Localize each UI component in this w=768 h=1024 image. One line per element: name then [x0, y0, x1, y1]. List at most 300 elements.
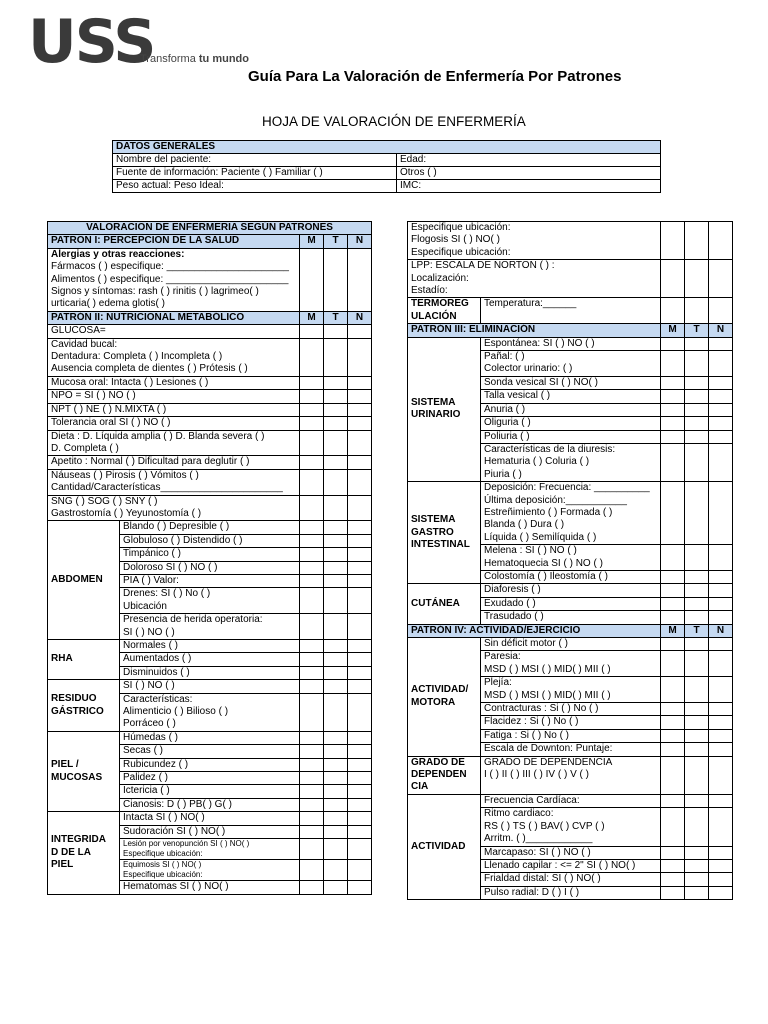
- mtn-cell[interactable]: [661, 597, 685, 610]
- mtn-cell[interactable]: [685, 482, 709, 545]
- mtn-cell[interactable]: [685, 886, 709, 899]
- mtn-cell[interactable]: [348, 881, 372, 894]
- mtn-cell[interactable]: [709, 677, 733, 703]
- mtn-cell[interactable]: [300, 745, 324, 758]
- mtn-cell[interactable]: [709, 390, 733, 403]
- mtn-cell[interactable]: [709, 638, 733, 651]
- patron3-item[interactable]: Colostomía ( ) Ileostomía ( ): [481, 570, 661, 583]
- mtn-cell[interactable]: [709, 794, 733, 807]
- patron2-item[interactable]: Aumentados ( ): [120, 653, 300, 666]
- mtn-cell[interactable]: [348, 403, 372, 416]
- mtn-cell[interactable]: [661, 886, 685, 899]
- patron3-item[interactable]: Anuria ( ): [481, 403, 661, 416]
- patron3-item[interactable]: Talla vesical ( ): [481, 390, 661, 403]
- mtn-cell[interactable]: [661, 873, 685, 886]
- patron2-item[interactable]: Húmedas ( ): [120, 731, 300, 744]
- patron2-row: [48, 812, 372, 825]
- patron2-item[interactable]: Apetito : Normal ( ) Dificultad para deglutir ( ): [48, 456, 300, 469]
- mtn-cell[interactable]: [685, 756, 709, 794]
- mtn-cell[interactable]: [300, 772, 324, 785]
- mtn-cell[interactable]: [324, 680, 348, 693]
- mtn-cell[interactable]: [348, 338, 372, 376]
- mtn-cell[interactable]: [300, 758, 324, 771]
- mtn-cell[interactable]: [348, 456, 372, 469]
- patron2-item[interactable]: Intacta SI ( ) NO( ): [120, 812, 300, 825]
- mtn-cell[interactable]: [324, 588, 348, 614]
- mtn-cell[interactable]: [324, 693, 348, 731]
- col-t: T: [685, 624, 709, 637]
- mtn-cell[interactable]: [324, 640, 348, 653]
- mtn-cell[interactable]: [661, 390, 685, 403]
- patron3-row: [408, 337, 733, 350]
- mtn-cell[interactable]: [661, 351, 685, 377]
- mtn-cell[interactable]: [661, 584, 685, 597]
- mtn-cell[interactable]: [348, 666, 372, 679]
- mtn-cell[interactable]: [348, 469, 372, 495]
- mtn-cell[interactable]: [685, 222, 709, 260]
- uss-logo: USS: [28, 7, 155, 77]
- mtn-cell[interactable]: [709, 846, 733, 859]
- mtn-cell[interactable]: [348, 588, 372, 614]
- mtn-cell[interactable]: [685, 597, 709, 610]
- mtn-cell[interactable]: [300, 430, 324, 456]
- patron2-item[interactable]: Normales ( ): [120, 640, 300, 653]
- integridad-cont-item[interactable]: Especifique ubicación: Flogosis SI ( ) NO( ) Especifique ubicación:: [408, 222, 661, 260]
- mtn-cell[interactable]: [300, 338, 324, 376]
- mtn-cell[interactable]: [324, 495, 348, 521]
- mtn-cell[interactable]: [300, 666, 324, 679]
- mtn-cell[interactable]: [324, 417, 348, 430]
- mtn-cell[interactable]: [685, 651, 709, 677]
- patron3-item[interactable]: Deposición: Frecuencia: __________ Última deposición:___________ Estreñimiento ( ) Formada ( ) Blanda ( ) Dura ( ) Líquida ( ) Semilíquida ( ): [481, 482, 661, 545]
- mtn-cell[interactable]: [685, 716, 709, 729]
- patron2-item[interactable]: Cavidad bucal: Dentadura: Completa ( ) Incompleta ( ) Ausencia completa de dientes ( ) Prótesis ( ): [48, 338, 300, 376]
- mtn-cell[interactable]: [324, 574, 348, 587]
- mtn-cell[interactable]: [661, 716, 685, 729]
- mtn-cell[interactable]: [661, 443, 685, 481]
- mtn-cell[interactable]: [300, 614, 324, 640]
- patron2-item[interactable]: Hematomas SI ( ) NO( ): [120, 881, 300, 894]
- col-n: N: [709, 324, 733, 337]
- mtn-cell[interactable]: [348, 798, 372, 811]
- datos-generales-table: [112, 140, 661, 193]
- mtn-cell[interactable]: [661, 376, 685, 389]
- mtn-cell[interactable]: [324, 403, 348, 416]
- mtn-cell[interactable]: [661, 298, 685, 324]
- peso-field[interactable]: Peso actual: Peso Ideal:: [113, 180, 397, 193]
- mtn-cell[interactable]: [709, 756, 733, 794]
- mtn-cell[interactable]: [685, 298, 709, 324]
- mtn-cell[interactable]: [300, 548, 324, 561]
- mtn-cell[interactable]: [685, 430, 709, 443]
- mtn-cell[interactable]: [685, 794, 709, 807]
- patron4-item[interactable]: Frialdad distal: SI ( ) NO( ): [481, 873, 661, 886]
- mtn-cell[interactable]: [324, 534, 348, 547]
- mtn-cell[interactable]: [709, 417, 733, 430]
- farmacos-line: Fármacos ( ) especifique: ______________________: [51, 261, 289, 273]
- mtn-cell[interactable]: [709, 611, 733, 624]
- patron2-item[interactable]: Dieta : D. Líquida amplia ( ) D. Blanda severa ( ) D. Completa ( ): [48, 430, 300, 456]
- patron2-item[interactable]: Sudoración SI ( ) NO( ): [120, 825, 300, 838]
- mtn-cell[interactable]: [324, 521, 348, 534]
- mtn-cell[interactable]: [348, 390, 372, 403]
- edad-field[interactable]: Edad:: [397, 154, 661, 167]
- mtn-cell[interactable]: [709, 545, 733, 571]
- patron2-item[interactable]: Rubicundez ( ): [120, 758, 300, 771]
- mtn-cell[interactable]: [709, 376, 733, 389]
- mtn-cell[interactable]: [685, 677, 709, 703]
- patron2-item[interactable]: GLUCOSA=: [48, 325, 300, 338]
- mtn-cell[interactable]: [348, 430, 372, 456]
- mtn-cell[interactable]: [324, 745, 348, 758]
- patron2-item[interactable]: Cianosis: D ( ) PB( ) G( ): [120, 798, 300, 811]
- mtn-cell[interactable]: [348, 248, 372, 311]
- mtn-cell[interactable]: [324, 653, 348, 666]
- patron2-row: [48, 417, 372, 430]
- fuente-informacion-field[interactable]: Fuente de información: Paciente ( ) Familiar ( ): [113, 167, 397, 180]
- patron1-heading: PATRON I: PERCEPCION DE LA SALUD: [48, 235, 300, 248]
- patron4-row: [408, 794, 733, 807]
- mtn-cell[interactable]: [709, 443, 733, 481]
- mtn-cell[interactable]: [685, 403, 709, 416]
- patron3-item[interactable]: Características de la diuresis: Hematuria ( ) Coluria ( ) Piuria ( ): [481, 443, 661, 481]
- mtn-cell[interactable]: [661, 794, 685, 807]
- mtn-cell[interactable]: [300, 376, 324, 389]
- patron4-item[interactable]: Contracturas : Si ( ) No ( ): [481, 703, 661, 716]
- patron2-item[interactable]: Globuloso ( ) Distendido ( ): [120, 534, 300, 547]
- mtn-cell[interactable]: [300, 881, 324, 894]
- mtn-cell[interactable]: [661, 846, 685, 859]
- patron2-group-label: RESIDUO GÁSTRICO: [48, 680, 120, 732]
- mtn-cell[interactable]: [709, 584, 733, 597]
- mtn-cell[interactable]: [348, 860, 372, 881]
- mtn-cell[interactable]: [300, 390, 324, 403]
- mtn-cell[interactable]: [348, 653, 372, 666]
- mtn-cell[interactable]: [709, 859, 733, 872]
- mtn-cell[interactable]: [661, 403, 685, 416]
- mtn-cell[interactable]: [324, 469, 348, 495]
- mtn-cell[interactable]: [300, 693, 324, 731]
- patron1-content[interactable]: [48, 248, 300, 311]
- mtn-cell[interactable]: [661, 611, 685, 624]
- mtn-cell[interactable]: [324, 338, 348, 376]
- patron2-item[interactable]: PIA ( ) Valor:: [120, 574, 300, 587]
- mtn-cell[interactable]: [300, 248, 324, 311]
- patron2-item[interactable]: SNG ( ) SOG ( ) SNY ( ) Gastrostomía ( ) Yeyunostomía ( ): [48, 495, 300, 521]
- mtn-cell[interactable]: [300, 640, 324, 653]
- patron2-heading: PATRÓN II: NUTRICIONAL METABÓLICO: [48, 311, 300, 324]
- mtn-cell[interactable]: [300, 812, 324, 825]
- mtn-cell[interactable]: [348, 574, 372, 587]
- mtn-cell[interactable]: [300, 731, 324, 744]
- mtn-cell[interactable]: [685, 859, 709, 872]
- mtn-cell[interactable]: [348, 839, 372, 860]
- mtn-cell[interactable]: [348, 772, 372, 785]
- mtn-cell[interactable]: [685, 808, 709, 846]
- mtn-cell[interactable]: [348, 693, 372, 731]
- mtn-cell[interactable]: [324, 812, 348, 825]
- mtn-cell[interactable]: [348, 561, 372, 574]
- temperatura-field[interactable]: Temperatura:______: [481, 298, 661, 324]
- mtn-cell[interactable]: [348, 758, 372, 771]
- mtn-cell[interactable]: [324, 666, 348, 679]
- patron4-group-label: ACTIVIDAD: [408, 794, 481, 899]
- mtn-cell[interactable]: [300, 534, 324, 547]
- patron4-item[interactable]: Llenado capilar : <= 2" SI ( ) NO( ): [481, 859, 661, 872]
- mtn-cell[interactable]: [685, 873, 709, 886]
- patron2-item[interactable]: Timpánico ( ): [120, 548, 300, 561]
- mtn-cell[interactable]: [661, 651, 685, 677]
- mtn-cell[interactable]: [685, 638, 709, 651]
- mtn-cell[interactable]: [324, 860, 348, 881]
- mtn-cell[interactable]: [709, 808, 733, 846]
- patron4-item[interactable]: Flacidez : Si ( ) No ( ): [481, 716, 661, 729]
- patron2-item[interactable]: SI ( ) NO ( ): [120, 680, 300, 693]
- col-m: M: [300, 311, 324, 324]
- mtn-cell[interactable]: [685, 376, 709, 389]
- patron2-item[interactable]: Blando ( ) Depresible ( ): [120, 521, 300, 534]
- mtn-cell[interactable]: [685, 417, 709, 430]
- mtn-cell[interactable]: [300, 653, 324, 666]
- mtn-cell[interactable]: [709, 403, 733, 416]
- mtn-cell[interactable]: [709, 597, 733, 610]
- col-t: T: [324, 235, 348, 248]
- mtn-cell[interactable]: [709, 430, 733, 443]
- mtn-cell[interactable]: [661, 859, 685, 872]
- mtn-cell[interactable]: [324, 548, 348, 561]
- mtn-cell[interactable]: [661, 756, 685, 794]
- patron2-item[interactable]: Características: Alimenticio ( ) Bilioso ( ) Porráceo ( ): [120, 693, 300, 731]
- patron2-item[interactable]: Disminuidos ( ): [120, 666, 300, 679]
- mtn-cell[interactable]: [685, 443, 709, 481]
- mtn-cell[interactable]: [661, 638, 685, 651]
- patron3-item[interactable]: Exudado ( ): [481, 597, 661, 610]
- patron4-row: [408, 756, 733, 794]
- mtn-cell[interactable]: [661, 430, 685, 443]
- patron3-item[interactable]: Diaforesis ( ): [481, 584, 661, 597]
- mtn-cell[interactable]: [300, 495, 324, 521]
- mtn-cell[interactable]: [348, 731, 372, 744]
- mtn-cell[interactable]: [300, 798, 324, 811]
- mtn-cell[interactable]: [661, 570, 685, 583]
- patron2-item[interactable]: Ictericia ( ): [120, 785, 300, 798]
- patron4-item[interactable]: Plejía: MSD ( ) MSI ( ) MID( ) MII ( ): [481, 677, 661, 703]
- mtn-cell[interactable]: [300, 325, 324, 338]
- integridad-cont-item[interactable]: LPP: ESCALA DE NORTON ( ) : Localización: Estadío:: [408, 260, 661, 298]
- mtn-cell[interactable]: [348, 614, 372, 640]
- integridad-cont-row: [408, 260, 733, 298]
- mtn-cell[interactable]: [324, 390, 348, 403]
- nombre-paciente-field[interactable]: Nombre del paciente:: [113, 154, 397, 167]
- mtn-cell[interactable]: [300, 469, 324, 495]
- patron2-group-label: ABDOMEN: [48, 521, 120, 640]
- mtn-cell[interactable]: [324, 881, 348, 894]
- mtn-cell[interactable]: [709, 351, 733, 377]
- mtn-cell[interactable]: [685, 260, 709, 298]
- mtn-cell[interactable]: [709, 570, 733, 583]
- mtn-cell[interactable]: [300, 825, 324, 838]
- col-m: M: [661, 324, 685, 337]
- mtn-cell[interactable]: [324, 430, 348, 456]
- patron2-item[interactable]: Lesión por venopunción SI ( ) NO( ) Especifique ubicación:: [120, 839, 300, 860]
- patron4-row: [408, 638, 733, 651]
- mtn-cell[interactable]: [661, 222, 685, 260]
- patron2-row: [48, 325, 372, 338]
- mtn-cell[interactable]: [661, 703, 685, 716]
- termorregulacion-label: TERMOREG ULACIÓN: [408, 298, 481, 324]
- mtn-cell[interactable]: [685, 390, 709, 403]
- mtn-cell[interactable]: [709, 716, 733, 729]
- mtn-cell[interactable]: [709, 260, 733, 298]
- mtn-cell[interactable]: [661, 482, 685, 545]
- mtn-cell[interactable]: [709, 651, 733, 677]
- mtn-cell[interactable]: [709, 743, 733, 756]
- mtn-cell[interactable]: [348, 548, 372, 561]
- mtn-cell[interactable]: [300, 417, 324, 430]
- mtn-cell[interactable]: [300, 680, 324, 693]
- patron3-item[interactable]: Trasudado ( ): [481, 611, 661, 624]
- mtn-cell[interactable]: [661, 729, 685, 742]
- mtn-cell[interactable]: [685, 743, 709, 756]
- patron4-item[interactable]: Escala de Downton: Puntaje:: [481, 743, 661, 756]
- mtn-cell[interactable]: [324, 456, 348, 469]
- patron3-item[interactable]: Pañal: ( ) Colector urinario: ( ): [481, 351, 661, 377]
- mtn-cell[interactable]: [300, 839, 324, 860]
- mtn-cell[interactable]: [709, 873, 733, 886]
- mtn-cell[interactable]: [348, 785, 372, 798]
- alergias-line: Alergias y otras reacciones:: [51, 248, 185, 260]
- mtn-cell[interactable]: [709, 298, 733, 324]
- mtn-cell[interactable]: [348, 812, 372, 825]
- mtn-cell[interactable]: [324, 731, 348, 744]
- mtn-cell[interactable]: [709, 337, 733, 350]
- mtn-cell[interactable]: [324, 798, 348, 811]
- patron2-row: [48, 430, 372, 456]
- mtn-cell[interactable]: [324, 561, 348, 574]
- patron4-item[interactable]: Marcapaso: SI ( ) NO ( ): [481, 846, 661, 859]
- patron2-item[interactable]: Mucosa oral: Intacta ( ) Lesiones ( ): [48, 376, 300, 389]
- mtn-cell[interactable]: [300, 456, 324, 469]
- mtn-cell[interactable]: [348, 534, 372, 547]
- mtn-cell[interactable]: [661, 260, 685, 298]
- mtn-cell[interactable]: [685, 545, 709, 571]
- mtn-cell[interactable]: [685, 703, 709, 716]
- patron3-row: [408, 584, 733, 597]
- patron2-item[interactable]: NPO = SI ( ) NO ( ): [48, 390, 300, 403]
- left-assessment-table: [47, 221, 372, 895]
- patron2-item[interactable]: Secas ( ): [120, 745, 300, 758]
- mtn-cell[interactable]: [300, 561, 324, 574]
- mtn-cell[interactable]: [300, 588, 324, 614]
- right-assessment-table: [407, 221, 733, 900]
- mtn-cell[interactable]: [661, 808, 685, 846]
- patron2-row: [48, 469, 372, 495]
- mtn-cell[interactable]: [348, 376, 372, 389]
- mtn-cell[interactable]: [709, 222, 733, 260]
- patron4-item[interactable]: Fatiga : Si ( ) No ( ): [481, 729, 661, 742]
- mtn-cell[interactable]: [324, 614, 348, 640]
- patron4-item[interactable]: Frecuencia Cardíaca:: [481, 794, 661, 807]
- patron3-group-label: CUTÁNEA: [408, 584, 481, 624]
- mtn-cell[interactable]: [685, 351, 709, 377]
- urticaria-line: urticaria( ) edema glotis( ): [51, 298, 165, 310]
- mtn-cell[interactable]: [348, 325, 372, 338]
- patron2-item[interactable]: Doloroso SI ( ) NO ( ): [120, 561, 300, 574]
- patron2-group-label: PIEL / MUCOSAS: [48, 731, 120, 811]
- mtn-cell[interactable]: [661, 545, 685, 571]
- patron2-item[interactable]: Náuseas ( ) Pirosis ( ) Vómitos ( ) Cantidad/Características______________________: [48, 469, 300, 495]
- mtn-cell[interactable]: [324, 772, 348, 785]
- mtn-cell[interactable]: [348, 745, 372, 758]
- mtn-cell[interactable]: [300, 574, 324, 587]
- mtn-cell[interactable]: [324, 839, 348, 860]
- mtn-cell[interactable]: [348, 825, 372, 838]
- mtn-cell[interactable]: [324, 785, 348, 798]
- mtn-cell[interactable]: [300, 860, 324, 881]
- mtn-cell[interactable]: [348, 640, 372, 653]
- patron4-item[interactable]: Paresia: MSD ( ) MSI ( ) MID( ) MII ( ): [481, 651, 661, 677]
- mtn-cell[interactable]: [300, 785, 324, 798]
- mtn-cell[interactable]: [300, 403, 324, 416]
- mtn-cell[interactable]: [661, 417, 685, 430]
- patron3-item[interactable]: Espontánea: SI ( ) NO ( ): [481, 337, 661, 350]
- mtn-cell[interactable]: [661, 677, 685, 703]
- patron2-row: [48, 731, 372, 744]
- mtn-cell[interactable]: [709, 703, 733, 716]
- mtn-cell[interactable]: [661, 743, 685, 756]
- patron3-item[interactable]: Poliuria ( ): [481, 430, 661, 443]
- mtn-cell[interactable]: [685, 584, 709, 597]
- patron4-item[interactable]: Ritmo cardiaco: RS ( ) TS ( ) BAV( ) CVP ( ) Arritm. ( )____________: [481, 808, 661, 846]
- datos-generales-heading: DATOS GENERALES: [113, 141, 661, 154]
- patron2-item[interactable]: Presencia de herida operatoria: SI ( ) NO ( ): [120, 614, 300, 640]
- logo-tagline: [140, 53, 249, 65]
- mtn-cell[interactable]: [348, 521, 372, 534]
- mtn-cell[interactable]: [661, 337, 685, 350]
- mtn-cell[interactable]: [348, 495, 372, 521]
- mtn-cell[interactable]: [324, 825, 348, 838]
- patron3-item[interactable]: Melena : SI ( ) NO ( ) Hematoquecia SI ( ) NO ( ): [481, 545, 661, 571]
- mtn-cell[interactable]: [685, 337, 709, 350]
- patron2-item[interactable]: NPT ( ) NE ( ) N.MIXTA ( ): [48, 403, 300, 416]
- patron2-item[interactable]: Tolerancia oral SI ( ) NO ( ): [48, 417, 300, 430]
- mtn-cell[interactable]: [300, 521, 324, 534]
- mtn-cell[interactable]: [685, 611, 709, 624]
- mtn-cell[interactable]: [324, 376, 348, 389]
- mtn-cell[interactable]: [324, 758, 348, 771]
- mtn-cell[interactable]: [685, 729, 709, 742]
- patron4-item[interactable]: GRADO DE DEPENDENCIA I ( ) II ( ) III ( ) IV ( ) V ( ): [481, 756, 661, 794]
- patron4-item[interactable]: Pulso radial: D ( ) I ( ): [481, 886, 661, 899]
- patron2-item[interactable]: Equimosis SI ( ) NO( ) Especifique ubicación:: [120, 860, 300, 881]
- mtn-cell[interactable]: [348, 680, 372, 693]
- mtn-cell[interactable]: [709, 886, 733, 899]
- patron2-item[interactable]: Drenes: SI ( ) No ( ) Ubicación: [120, 588, 300, 614]
- patron4-item[interactable]: Sin déficit motor ( ): [481, 638, 661, 651]
- patron2-item[interactable]: Palidez ( ): [120, 772, 300, 785]
- mtn-cell[interactable]: [685, 570, 709, 583]
- mtn-cell[interactable]: [324, 325, 348, 338]
- mtn-cell[interactable]: [348, 417, 372, 430]
- patron3-item[interactable]: Oliguria ( ): [481, 417, 661, 430]
- patron3-item[interactable]: Sonda vesical SI ( ) NO( ): [481, 376, 661, 389]
- mtn-cell[interactable]: [324, 248, 348, 311]
- mtn-cell[interactable]: [685, 846, 709, 859]
- mtn-cell[interactable]: [709, 729, 733, 742]
- mtn-cell[interactable]: [709, 482, 733, 545]
- imc-field[interactable]: IMC:: [397, 180, 661, 193]
- otros-field[interactable]: Otros ( ): [397, 167, 661, 180]
